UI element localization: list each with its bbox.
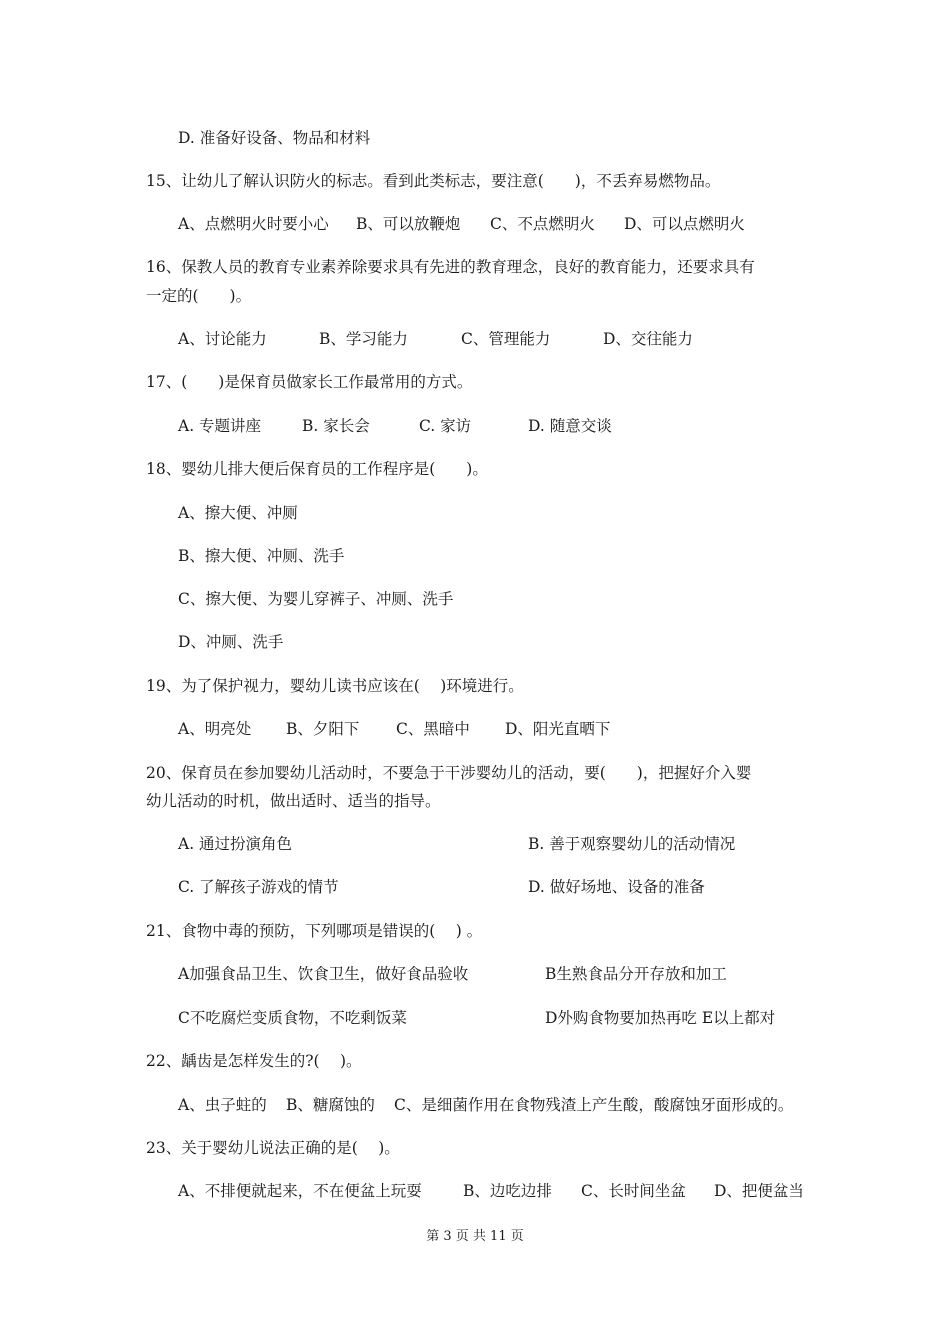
q20-option-b: B. 善于观察婴幼儿的活动情况 [528,835,736,853]
q15-option-b: B、可以放鞭炮 [356,215,461,233]
q14-option-d: D. 准备好设备、物品和材料 [178,129,371,147]
q20-stem-line2: 幼儿活动的时机，做出适时、适当的指导。 [146,792,441,810]
q22-option-a: A、虫子蛀的 [178,1096,267,1114]
q22-option-c: C、是细菌作用在食物残渣上产生酸，酸腐蚀牙面形成的。 [394,1096,794,1114]
q19-option-d: D、阳光直晒下 [505,720,611,738]
q18-option-d: D、冲厕、洗手 [178,633,284,651]
q21-stem: 21、食物中毒的预防，下列哪项是错误的( ) 。 [146,922,483,940]
q23-option-b: B、边吃边排 [463,1182,552,1200]
q17-option-d: D. 随意交谈 [528,417,612,435]
q22-stem: 22、龋齿是怎样发生的?( )。 [146,1052,362,1070]
q19-options [178,719,610,739]
q16-option-c: C、管理能力 [461,330,551,348]
q21-option-b: B生熟食品分开存放和加工 [545,965,727,983]
q19-option-a: A、明亮处 [178,720,252,738]
q23-option-d: D、把便盆当 [714,1182,804,1200]
q17-options [178,416,612,436]
q21-option-a: A加强食品卫生、饮食卫生，做好食品验收 [178,965,469,983]
q15-options [178,214,745,234]
q21-option-c: C不吃腐烂变质食物，不吃剩饭菜 [178,1009,407,1027]
q23-option-c: C、长时间坐盆 [581,1182,686,1200]
q20-stem-line1: 20、保育员在参加婴幼儿活动时，不要急于干涉婴幼儿的活动，要( )，把握好介入婴 [146,764,752,782]
q20-option-c: C. 了解孩子游戏的情节 [178,878,339,896]
q23-options [178,1181,804,1201]
q15-option-c: C、不点燃明火 [490,215,595,233]
q17-option-a: A. 专题讲座 [178,417,262,435]
page-footer: 第 3 页 共 11 页 [426,1229,524,1244]
q21-option-d-e: D外购食物要加热再吃 E以上都对 [545,1009,776,1027]
q17-option-b: B. 家长会 [302,417,370,435]
q23-stem: 23、关于婴幼儿说法正确的是( )。 [146,1139,400,1157]
q18-option-a: A、擦大便、冲厕 [178,504,298,522]
q23-option-a: A、不排便就起来，不在便盆上玩耍 [178,1182,422,1200]
q16-option-b: B、学习能力 [319,330,408,348]
q16-stem-line2: 一定的( )。 [146,287,252,305]
q22-option-b: B、糖腐蚀的 [286,1096,375,1114]
q15-stem: 15、让幼儿了解认识防火的标志。看到此类标志，要注意( )，不丢弃易燃物品。 [146,172,721,190]
q15-option-d: D、可以点燃明火 [624,215,745,233]
q20-option-d: D. 做好场地、设备的准备 [528,878,705,896]
q19-option-c: C、黑暗中 [396,720,470,738]
q19-option-b: B、夕阳下 [286,720,360,738]
q16-option-a: A、讨论能力 [178,330,267,348]
q16-options [178,329,693,349]
q16-stem-line1: 16、保教人员的教育专业素养除要求具有先进的教育理念，良好的教育能力，还要求具有 [146,258,755,276]
q17-option-c: C. 家访 [419,417,472,435]
q16-option-d: D、交往能力 [603,330,693,348]
q18-option-b: B、擦大便、冲厕、洗手 [178,547,345,565]
q18-option-c: C、擦大便、为婴儿穿裤子、冲厕、洗手 [178,590,454,608]
q18-stem: 18、婴幼儿排大便后保育员的工作程序是( )。 [146,460,488,478]
q22-options [178,1095,793,1115]
q15-option-a: A、点燃明火时要小心 [178,215,329,233]
q20-option-a: A. 通过扮演角色 [178,835,293,853]
q17-stem: 17、( )是保育员做家长工作最常用的方式。 [146,373,473,391]
q19-stem: 19、为了保护视力，婴幼儿读书应该在( )环境进行。 [146,677,524,695]
